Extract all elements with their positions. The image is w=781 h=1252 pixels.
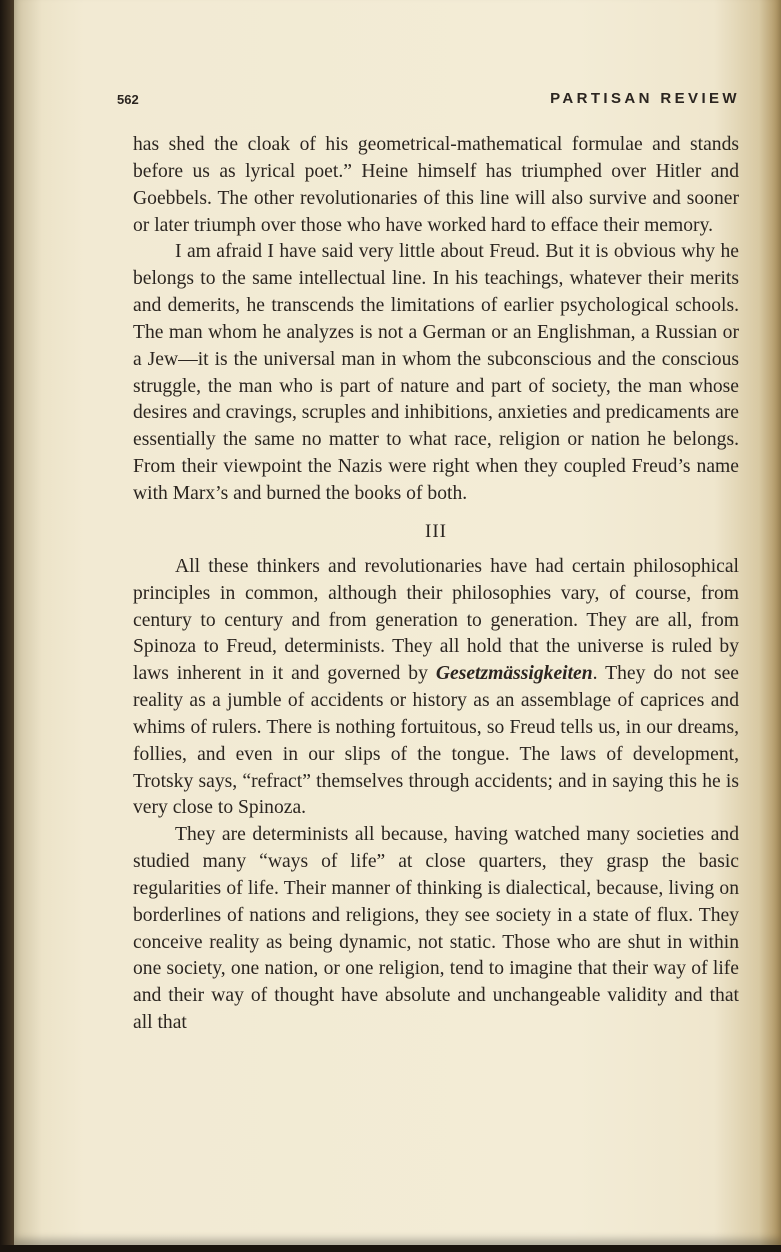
paragraph-1: has shed the cloak of his geometrical-mathematical formulae and stands before us as lyrical poet.” Heine himself has triumphed over Hitler and Goebbels. The other revolutionaries of this line will also survive and sooner or later triumph over those who have worked hard to efface their memory. [133, 134, 739, 236]
page-number: 562 [117, 92, 139, 107]
page-header [117, 90, 740, 112]
italic-term: Gesetzmässigkeiten [435, 663, 593, 685]
paragraph-3-text-b: . They do not see reality as a jumble of accidents or history as an assemblage of caprices and whims of rulers. There is nothing fortuitous, so Freud tells us, in our dreams, follies, and even in our slips of the tongue. The laws of development, Trotsky says, “refract” themselves through accidents; and in saying this he is very close to Spinoza. [133, 663, 739, 819]
paragraph-3 [133, 554, 739, 822]
section-heading: III [425, 520, 447, 542]
body-text [133, 132, 739, 1037]
paragraph-2: I am afraid I have said very little about Freud. But it is obvious why he belongs to the same intellectual line. In his teachings, whatever their merits and demerits, he transcends the limitations of earlier psychological schools. The man whom he analyzes is not a German or an Englishman, a Russian or a Jew—it is the universal man in whom the subconscious and the conscious struggle, the man who is part of nature and part of society, the man whose desires and cravings, scruples and inhibitions, anxieties and predicaments are essentially the same no matter to what race, religion or nation he belongs. From their viewpoint the Nazis were right when they coupled Freud’s name with Marx’s and burned the books of both. [133, 241, 739, 504]
running-head: PARTISAN REVIEW [550, 90, 740, 107]
book-spine [0, 0, 14, 1252]
page-bottom-edge [0, 1245, 781, 1252]
paragraph-3-text-a: All these thinkers and revolutionaries have had certain philosophical principles in common, although their philosophies vary, of course, from century to century and from generation to generation. They are all, from Spinoza to Freud, determinists. They all hold that the universe is ruled by laws inherent in it and governed by [133, 555, 739, 685]
paragraph-4: They are determinists all because, having watched many societies and studied many “ways of life” at close quarters, they grasp the basic regularities of life. Their manner of thinking is dialectical, because, living on borderlines of nations and religions, they see society in a state of flux. They conceive reality as being dynamic, not static. Those who are shut in within one society, one nation, or one religion, tend to imagine that their way of life and their way of thought have absolute and unchangeable validity and that all that [133, 824, 739, 1034]
